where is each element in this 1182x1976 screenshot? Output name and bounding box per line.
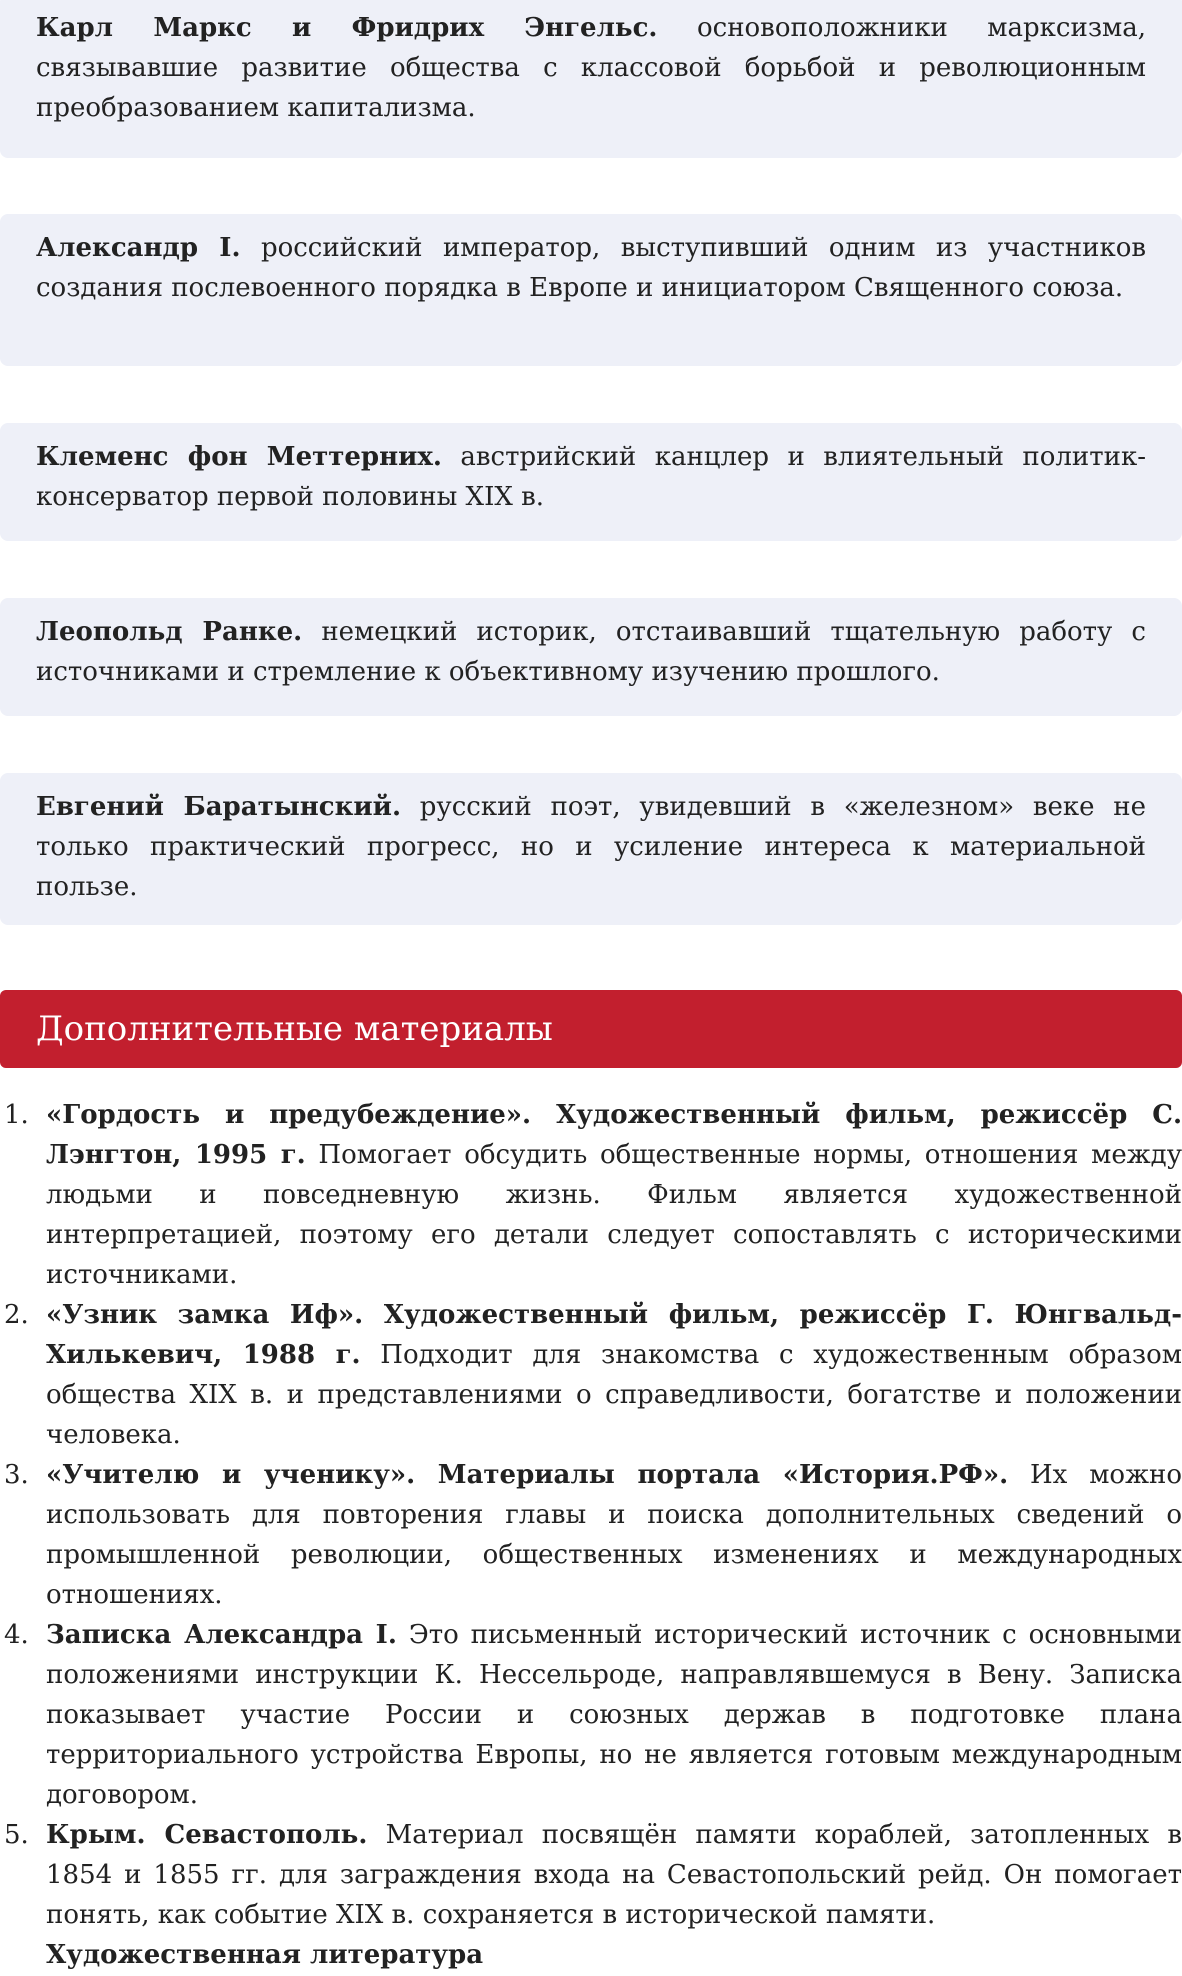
person-name: Евгений Баратынский. — [36, 792, 402, 822]
person-name: Клеменс фон Меттерних. — [36, 442, 442, 472]
person-text: основоположники марксизма, связывавшие развитие общества с классовой борьбой и революционным преобразованием капитализма. — [36, 13, 1146, 123]
list-item — [0, 1615, 1182, 1815]
item-text: Помогает обсудить общественные нормы, отношения между людьми и повседневную жизнь. Фильм является художественной интерпретацией, поэтому его детали следует сопоставлять с историческими источниками. — [46, 1140, 1182, 1290]
item-title: Крым. Севастополь. — [46, 1820, 368, 1850]
item-title: «Гордость и предубеждение». Художественный фильм, режиссёр С. Лэнгтон, 1995 г. — [46, 1100, 1182, 1170]
item-number: 3. — [4, 1460, 29, 1490]
list-item — [0, 1295, 1182, 1455]
person-description — [36, 228, 1146, 308]
section-banner — [0, 990, 1182, 1068]
person-card — [0, 423, 1182, 541]
item-title: «Учителю и ученику». Материалы портала «История.РФ». — [46, 1460, 1009, 1490]
list-item — [0, 1455, 1182, 1615]
person-text: немецкий историк, отстаивавший тщательную работу с источниками и стремление к объективному изучению прошлого. — [36, 617, 1146, 687]
person-name: Леопольд Ранке. — [36, 617, 303, 647]
item-title: «Узник замка Иф». Художественный фильм, режиссёр Г. Юнгвальд-Хилькевич, 1988 г. — [46, 1300, 1182, 1370]
person-description — [36, 437, 1146, 517]
section-title: Дополнительные материалы — [36, 1009, 553, 1049]
list-item — [0, 1815, 1182, 1935]
person-card — [0, 773, 1182, 925]
item-text: Их можно использовать для повторения главы и поиска дополнительных сведений о промышленной революции, общественных изменениях и международных отношениях. — [46, 1460, 1182, 1610]
person-name: Александр I. — [36, 233, 241, 263]
item-number: 4. — [4, 1620, 29, 1650]
person-description — [36, 8, 1146, 128]
person-card — [0, 214, 1182, 366]
person-name: Карл Маркс и Фридрих Энгельс. — [36, 13, 658, 43]
list-item — [0, 1095, 1182, 1295]
item-text: Материал посвящён памяти кораблей, затопленных в 1854 и 1855 гг. для заграждения входа на Севастопольский рейд. Он помогает понять, как событие XIX в. сохраняется в исторической памяти. — [46, 1820, 1182, 1930]
person-card — [0, 0, 1182, 158]
item-number: 2. — [4, 1300, 29, 1330]
item-number: 5. — [4, 1820, 29, 1850]
item-text: Подходит для знакомства с художественным образом общества XIX в. и представлениями о справедливости, богатстве и положении человека. — [46, 1340, 1182, 1450]
person-description — [36, 612, 1146, 692]
item-text: Это письменный исторический источник с основными положениями инструкции К. Нессельроде, направлявшемуся в Вену. Записка показывает участие России и союзных держав в подготовке плана территориального устройства Европы, но не является готовым международным договором. — [46, 1620, 1182, 1810]
person-text: русский поэт, увидевший в «железном» веке не только практический прогресс, но и усиление интереса к материальной пользе. — [36, 792, 1146, 902]
person-text: австрийский канцлер и влиятельный политик-консерватор первой половины XIX в. — [36, 442, 1146, 512]
materials-list — [0, 1095, 1182, 1975]
fiction-subheading: Художественная литература — [46, 1940, 484, 1970]
person-card — [0, 598, 1182, 716]
person-text: российский император, выступивший одним из участников создания послевоенного порядка в Европе и инициатором Священного союза. — [36, 233, 1146, 303]
item-number: 1. — [4, 1100, 29, 1130]
person-description — [36, 787, 1146, 907]
item-title: Записка Александра I. — [46, 1620, 397, 1650]
